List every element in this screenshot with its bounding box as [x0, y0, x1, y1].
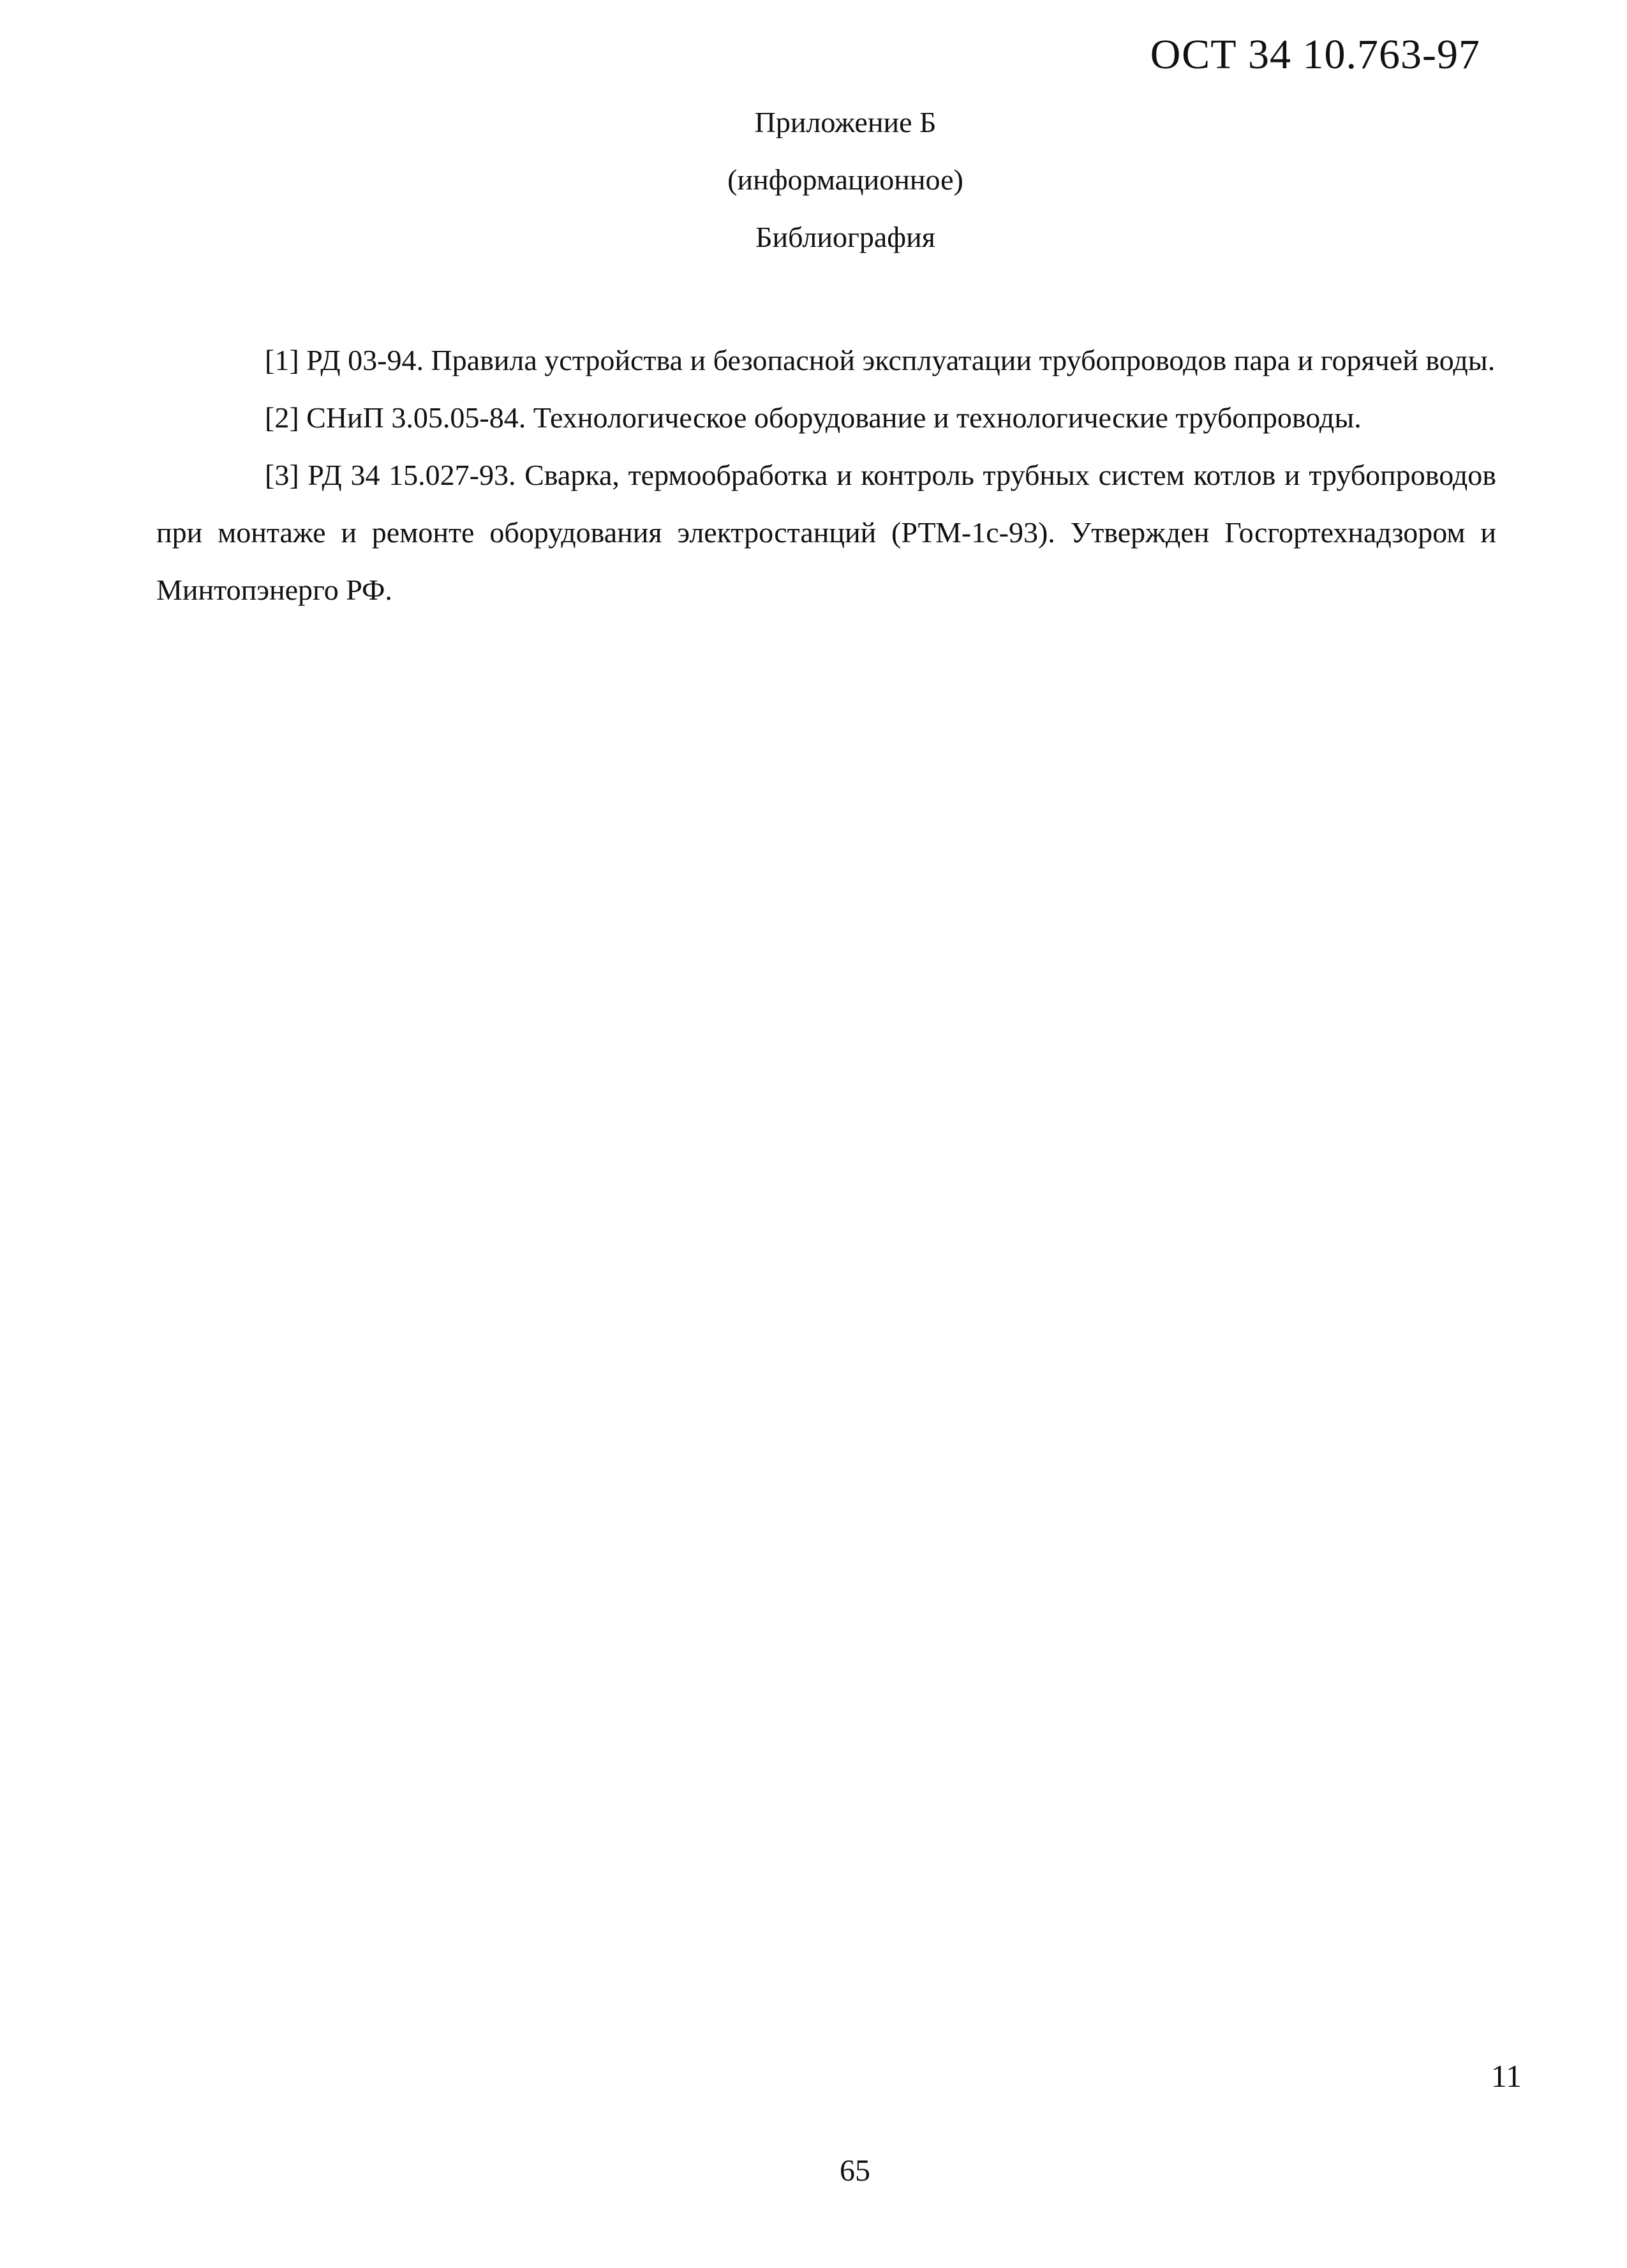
- bibliography-item: [2] СНиП 3.05.05-84. Технологическое оборудование и технологические трубопроводы.: [265, 401, 1362, 434]
- bibliography-item: [3] РД 34 15.027-93. Сварка, термообработка и контроль трубных систем котлов и трубопроводов при монтаже и ремонте оборудования электростанций (РТМ-1с-93). Утвержден Госгортехнадзором и Минтопэнерго РФ.: [156, 459, 1496, 606]
- section-title: Библиография: [755, 221, 935, 253]
- bibliography-item: [1] РД 03-94. Правила устройства и безопасной эксплуатации трубопроводов пара и горячей воды.: [265, 344, 1496, 376]
- document-code: ОСТ 34 10.763-97: [1150, 31, 1480, 78]
- page-number: 11: [1490, 2058, 1522, 2094]
- sheet-number: 65: [840, 2154, 870, 2188]
- appendix-type: (информационное): [727, 163, 963, 196]
- appendix-title: Приложение Б: [754, 106, 937, 138]
- bibliography-list: [156, 332, 1496, 619]
